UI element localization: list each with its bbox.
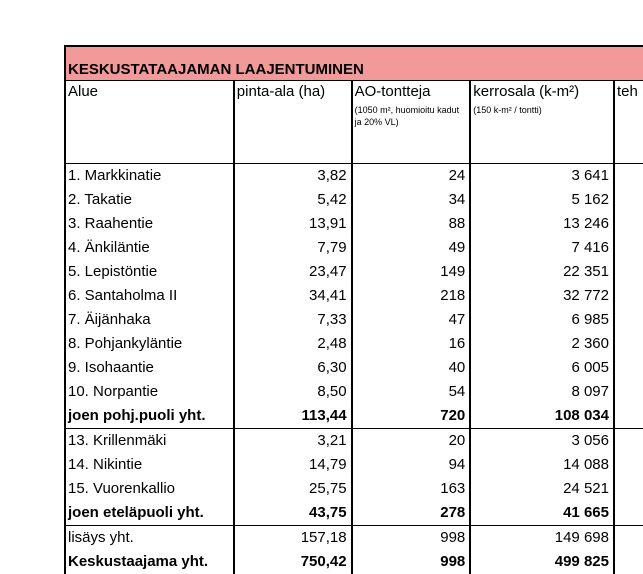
cell-kerrosala[interactable]: 8 097 — [470, 380, 614, 404]
cell-alue[interactable]: 9. Isohaantie — [65, 356, 234, 380]
cell-teh[interactable] — [614, 188, 643, 212]
table-row — [65, 188, 643, 212]
table-row — [65, 477, 643, 501]
cell-ao-tontteja[interactable]: 149 — [352, 260, 471, 284]
header-ao-tontteja[interactable]: AO-tontteja (1050 m², huomioitu kadut ja 20% VL) — [352, 81, 471, 164]
data-table — [64, 81, 643, 574]
cell-kerrosala[interactable]: 3 056 — [470, 429, 614, 454]
cell-kerrosala[interactable]: 2 360 — [470, 332, 614, 356]
cell-pinta-ala[interactable]: 2,48 — [234, 332, 352, 356]
cell-kerrosala[interactable]: 499 825 — [470, 550, 614, 574]
table-row — [65, 356, 643, 380]
cell-teh[interactable] — [614, 260, 643, 284]
cell-ao-tontteja[interactable]: 278 — [352, 501, 471, 526]
cell-alue[interactable]: lisäys yht. — [65, 526, 234, 551]
header-kerrosala-note: (150 k-m² / tontti) — [473, 105, 542, 115]
cell-ao-tontteja[interactable]: 163 — [352, 477, 471, 501]
cell-alue[interactable]: 14. Nikintie — [65, 453, 234, 477]
cell-teh[interactable] — [614, 380, 643, 404]
cell-pinta-ala[interactable]: 113,44 — [234, 404, 352, 429]
cell-pinta-ala[interactable]: 3,82 — [234, 164, 352, 189]
cell-kerrosala[interactable]: 14 088 — [470, 453, 614, 477]
table-row — [65, 164, 643, 189]
header-teh[interactable]: teh — [614, 81, 643, 164]
cell-alue[interactable]: 4. Änkiläntie — [65, 236, 234, 260]
cell-pinta-ala[interactable]: 157,18 — [234, 526, 352, 551]
cell-kerrosala[interactable]: 22 351 — [470, 260, 614, 284]
cell-alue[interactable]: 3. Raahentie — [65, 212, 234, 236]
cell-ao-tontteja[interactable]: 720 — [352, 404, 471, 429]
cell-teh[interactable] — [614, 284, 643, 308]
cell-ao-tontteja[interactable]: 88 — [352, 212, 471, 236]
header-row — [65, 81, 643, 164]
cell-teh[interactable] — [614, 236, 643, 260]
cell-ao-tontteja[interactable]: 49 — [352, 236, 471, 260]
cell-kerrosala[interactable]: 3 641 — [470, 164, 614, 189]
cell-teh[interactable] — [614, 526, 643, 551]
table-row — [65, 380, 643, 404]
cell-teh[interactable] — [614, 501, 643, 526]
cell-pinta-ala[interactable]: 43,75 — [234, 501, 352, 526]
cell-alue[interactable]: Keskustaajama yht. — [65, 550, 234, 574]
cell-ao-tontteja[interactable]: 40 — [352, 356, 471, 380]
header-pinta-ala[interactable]: pinta-ala (ha) — [234, 81, 352, 164]
table-row — [65, 501, 643, 526]
cell-alue[interactable]: 1. Markkinatie — [65, 164, 234, 189]
cell-pinta-ala[interactable]: 25,75 — [234, 477, 352, 501]
cell-pinta-ala[interactable]: 7,33 — [234, 308, 352, 332]
cell-alue[interactable]: 5. Lepistöntie — [65, 260, 234, 284]
table-row — [65, 236, 643, 260]
cell-teh[interactable] — [614, 308, 643, 332]
cell-teh[interactable] — [614, 164, 643, 189]
table-row — [65, 332, 643, 356]
cell-pinta-ala[interactable]: 3,21 — [234, 429, 352, 454]
header-kerrosala[interactable]: kerrosala (k-m²) (150 k-m² / tontti) — [470, 81, 614, 164]
cell-pinta-ala[interactable]: 34,41 — [234, 284, 352, 308]
cell-kerrosala[interactable]: 41 665 — [470, 501, 614, 526]
table-title[interactable]: KESKUSTATAAJAMAN LAAJENTUMINEN — [64, 45, 643, 81]
cell-teh[interactable] — [614, 332, 643, 356]
cell-alue[interactable]: 13. Krillenmäki — [65, 429, 234, 454]
cell-pinta-ala[interactable]: 14,79 — [234, 453, 352, 477]
cell-teh[interactable] — [614, 453, 643, 477]
cell-kerrosala[interactable]: 108 034 — [470, 404, 614, 429]
table-row — [65, 284, 643, 308]
cell-teh[interactable] — [614, 356, 643, 380]
cell-alue[interactable]: 2. Takatie — [65, 188, 234, 212]
cell-kerrosala[interactable]: 149 698 — [470, 526, 614, 551]
cell-kerrosala[interactable]: 24 521 — [470, 477, 614, 501]
cell-kerrosala[interactable]: 5 162 — [470, 188, 614, 212]
cell-ao-tontteja[interactable]: 24 — [352, 164, 471, 189]
cell-pinta-ala[interactable]: 5,42 — [234, 188, 352, 212]
table-row — [65, 453, 643, 477]
cell-alue[interactable]: 8. Pohjankyläntie — [65, 332, 234, 356]
table-row — [65, 308, 643, 332]
cell-alue[interactable]: 6. Santaholma II — [65, 284, 234, 308]
cell-kerrosala[interactable]: 7 416 — [470, 236, 614, 260]
cell-ao-tontteja[interactable]: 998 — [352, 526, 471, 551]
cell-teh[interactable] — [614, 404, 643, 429]
cell-pinta-ala[interactable]: 13,91 — [234, 212, 352, 236]
cell-ao-tontteja[interactable]: 47 — [352, 308, 471, 332]
cell-alue[interactable]: 15. Vuorenkallio — [65, 477, 234, 501]
cell-ao-tontteja[interactable]: 16 — [352, 332, 471, 356]
table-row — [65, 404, 643, 429]
cell-ao-tontteja[interactable]: 218 — [352, 284, 471, 308]
cell-alue[interactable]: joen eteläpuoli yht. — [65, 501, 234, 526]
cell-ao-tontteja[interactable]: 54 — [352, 380, 471, 404]
cell-pinta-ala[interactable]: 750,42 — [234, 550, 352, 574]
table-row — [65, 212, 643, 236]
cell-teh[interactable] — [614, 550, 643, 574]
cell-pinta-ala[interactable]: 6,30 — [234, 356, 352, 380]
cell-alue[interactable]: joen pohj.puoli yht. — [65, 404, 234, 429]
cell-kerrosala[interactable]: 32 772 — [470, 284, 614, 308]
header-alue[interactable]: Alue — [65, 81, 234, 164]
table-row — [65, 550, 643, 574]
cell-pinta-ala[interactable]: 7,79 — [234, 236, 352, 260]
cell-ao-tontteja[interactable]: 998 — [352, 550, 471, 574]
cell-alue[interactable]: 7. Äijänhaka — [65, 308, 234, 332]
table-row — [65, 260, 643, 284]
header-ao-note: (1050 m², huomioitu kadut ja 20% VL) — [354, 105, 460, 127]
cell-kerrosala[interactable]: 6 005 — [470, 356, 614, 380]
cell-alue[interactable]: 10. Norpantie — [65, 380, 234, 404]
cell-teh[interactable] — [614, 429, 643, 454]
cell-teh[interactable] — [614, 212, 643, 236]
cell-ao-tontteja[interactable]: 34 — [352, 188, 471, 212]
cell-teh[interactable] — [614, 477, 643, 501]
cell-kerrosala[interactable]: 13 246 — [470, 212, 614, 236]
table-row — [65, 429, 643, 454]
table-row — [65, 526, 643, 551]
cell-ao-tontteja[interactable]: 94 — [352, 453, 471, 477]
cell-pinta-ala[interactable]: 8,50 — [234, 380, 352, 404]
cell-pinta-ala[interactable]: 23,47 — [234, 260, 352, 284]
cell-kerrosala[interactable]: 6 985 — [470, 308, 614, 332]
cell-ao-tontteja[interactable]: 20 — [352, 429, 471, 454]
